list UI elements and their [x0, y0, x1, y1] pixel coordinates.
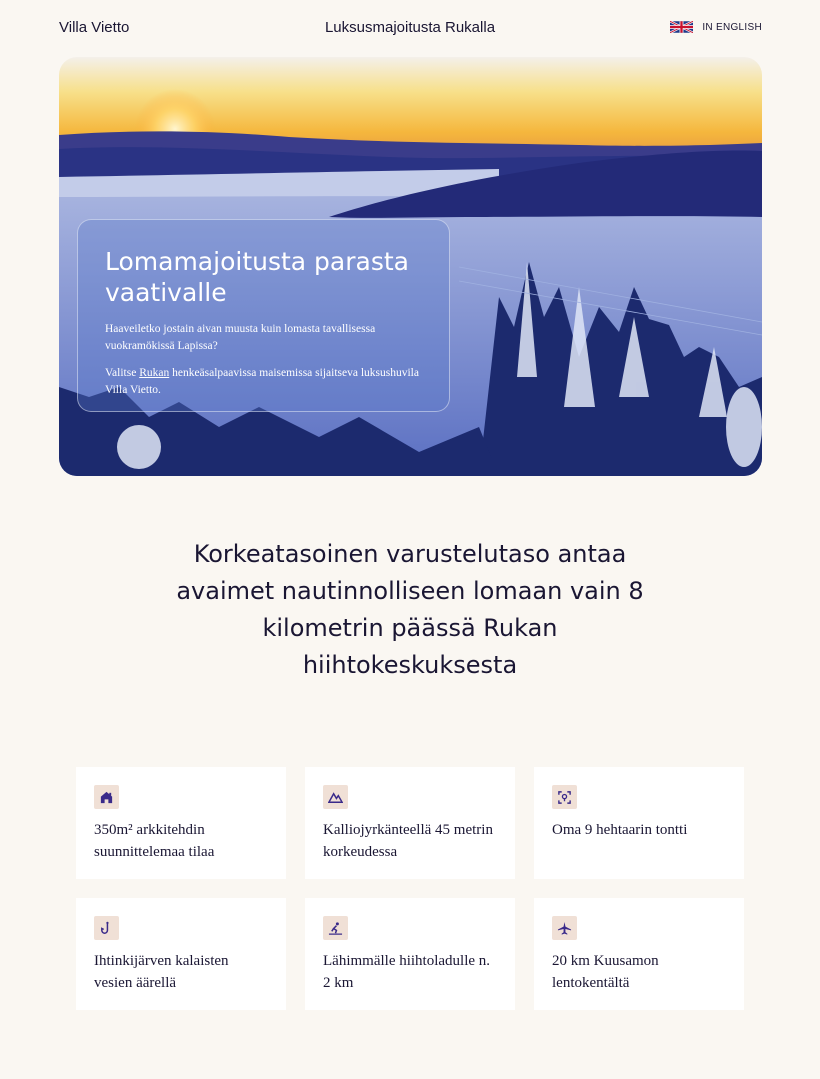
top-bar	[0, 0, 820, 58]
language-switch[interactable]	[670, 21, 762, 33]
feature-card	[534, 898, 744, 1010]
hero-paragraph-2	[105, 365, 422, 399]
fishing-hook-icon	[99, 921, 114, 936]
feature-card	[305, 767, 515, 879]
uk-flag-icon	[670, 21, 693, 33]
house-icon-box	[94, 785, 119, 809]
language-label: IN ENGLISH	[702, 21, 762, 33]
feature-text: 350m² arkkitehdin suunnittelemaa tilaa	[94, 822, 215, 860]
fishing-hook-icon-box	[94, 916, 119, 940]
ruka-link[interactable]: Rukan	[139, 367, 170, 379]
hero-title: Lomamajoitusta parasta vaativalle	[105, 247, 409, 307]
feature-text: Kalliojyrkänteellä 45 metrin korkeudessa	[323, 822, 493, 860]
feature-text: 20 km Kuusamon lentokentältä	[552, 953, 659, 991]
feature-text: Lähimmälle hiihtoladulle n. 2 km	[323, 953, 491, 991]
hero-intro-panel	[77, 219, 450, 412]
hero-banner	[59, 57, 762, 476]
main-headline: Korkeatasoinen varustelutaso antaa avaimet nautinnolliseen lomaan vain 8 kilometrin päässä Rukan hiihtokeskuksesta	[176, 540, 644, 679]
airplane-icon	[557, 921, 572, 936]
feature-card	[76, 767, 286, 879]
feature-card	[534, 767, 744, 879]
skiing-icon	[328, 921, 343, 936]
plot-icon	[557, 790, 572, 805]
feature-card	[305, 898, 515, 1010]
brand-link[interactable]: Villa Vietto	[59, 19, 130, 36]
hero-paragraph-1: Haaveiletko jostain aivan muusta kuin lomasta tavallisessa vuokramökissä Lapissa?	[105, 323, 376, 352]
airplane-icon-box	[552, 916, 577, 940]
feature-text: Ihtinkijärven kalaisten vesien äärellä	[94, 953, 229, 991]
feature-text: Oma 9 hehtaarin tontti	[552, 822, 688, 838]
mountain-icon	[328, 790, 343, 805]
plot-icon-box	[552, 785, 577, 809]
mountain-icon-box	[323, 785, 348, 809]
hero-paragraph-2-start: Valitse	[105, 367, 140, 379]
feature-card	[76, 898, 286, 1010]
site-tagline: Luksusmajoitusta Rukalla	[324, 19, 496, 36]
skiing-icon-box	[323, 916, 348, 940]
hero-paragraph-2-end: henkeäsalpaavissa maisemissa sijaitseva luksushuvila Villa Vietto.	[105, 367, 419, 396]
house-icon	[99, 790, 114, 805]
